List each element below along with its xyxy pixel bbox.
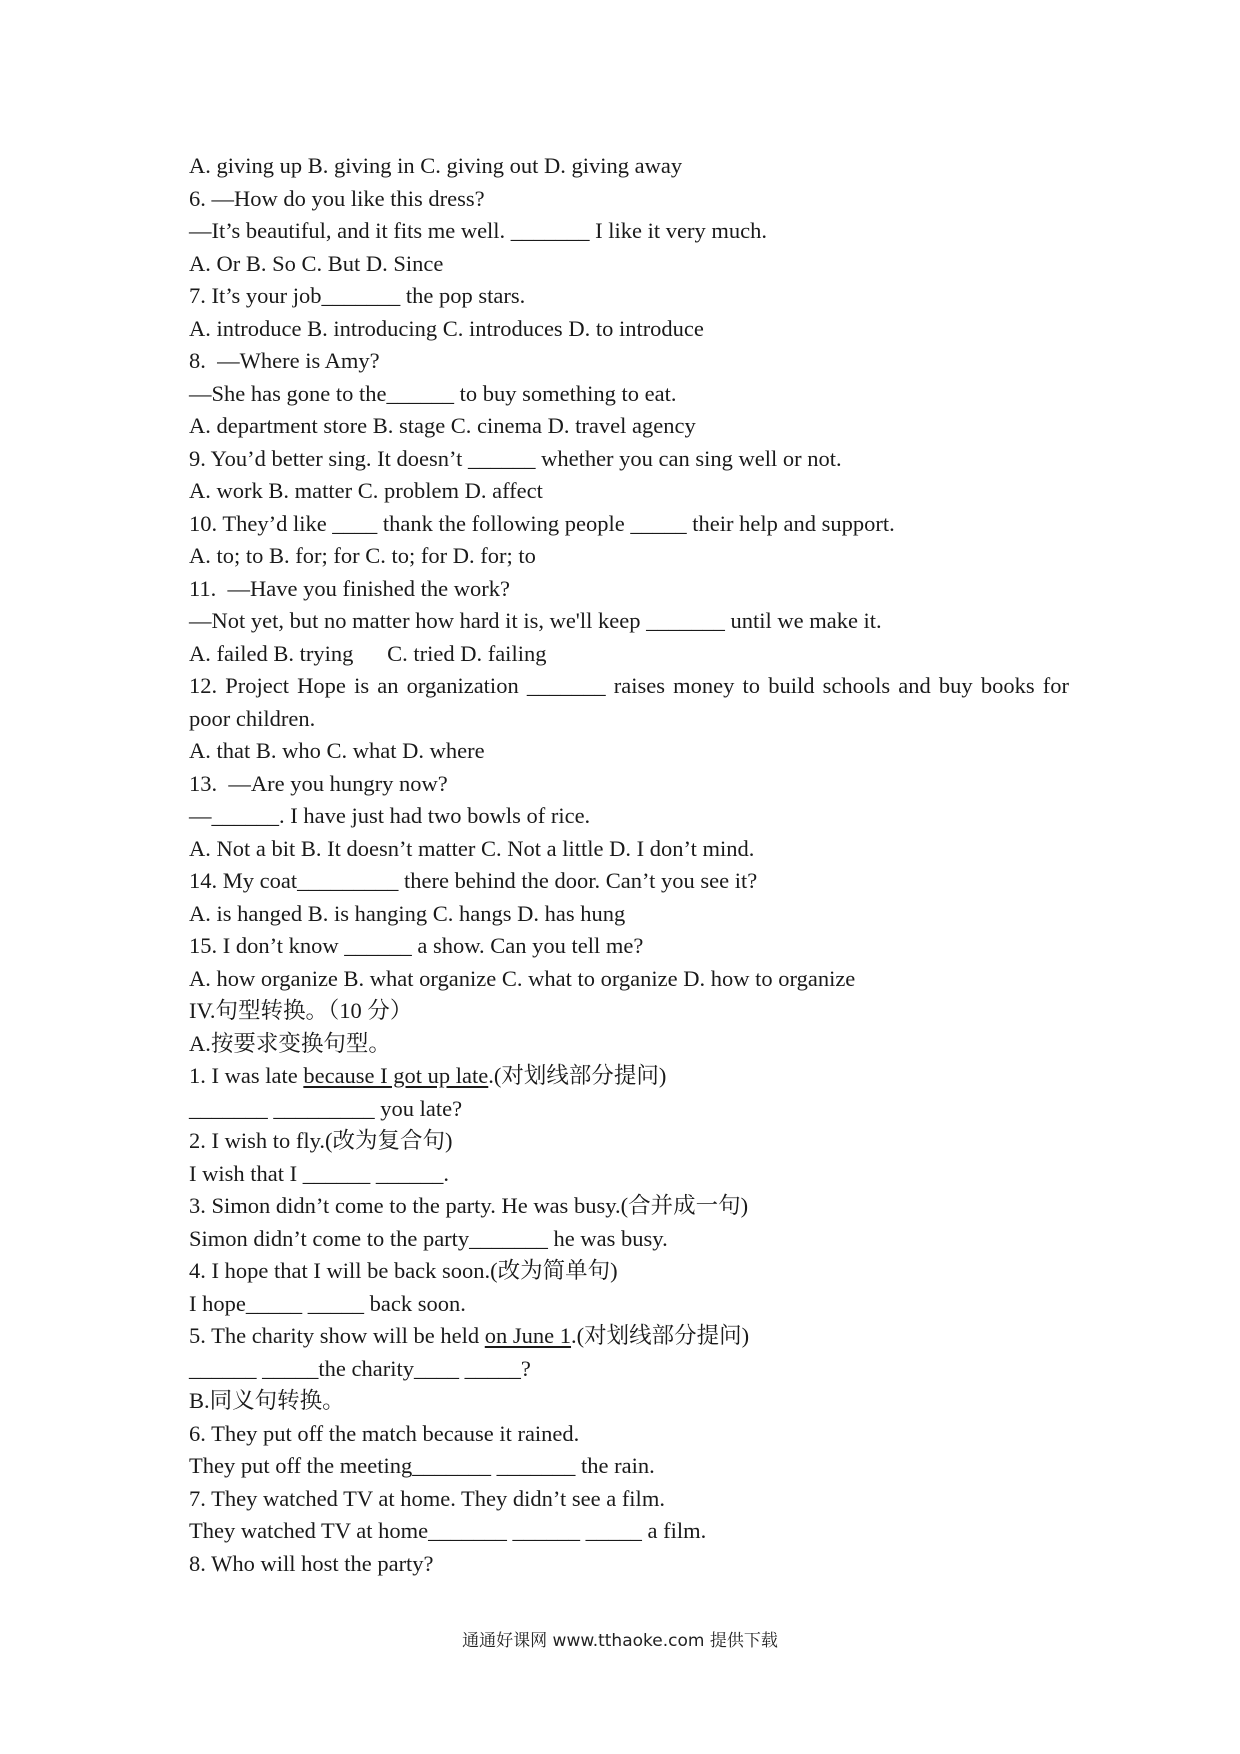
question-1 <box>189 1060 1069 1093</box>
text-line-wrapped: 12. Project Hope is an organization _______ raises money to build schools and buy books for poor children. <box>189 673 1069 731</box>
question-8: 8. Who will host the party? <box>189 1550 434 1576</box>
text-line: A. that B. who C. what D. where <box>189 738 485 763</box>
text-line: —It’s beautiful, and it fits me well. _______ I like it very much. <box>189 218 768 243</box>
text-line: A. Not a bit B. It doesn’t matter C. Not a little D. I don’t mind. <box>189 835 755 861</box>
text-line: 11. —Have you finished the work? <box>189 575 510 601</box>
text-line: 13. —Are you hungry now? <box>189 770 448 796</box>
answer-line: I wish that I ______ ______. <box>189 1160 449 1186</box>
text-line: 7. It’s your job_______ the pop stars. <box>189 283 526 308</box>
text-line: A. giving up B. giving in C. giving out D. giving away <box>189 153 683 178</box>
text-line: A. how organize B. what organize C. what to organize D. how to organize <box>189 965 856 991</box>
underlined-phrase: because I got up late <box>303 1063 489 1088</box>
text-line: A. department store B. stage C. cinema D. travel agency <box>189 413 696 438</box>
text-line: A. introduce B. introducing C. introduces D. to introduce <box>189 315 704 341</box>
answer-line: Simon didn’t come to the party_______ he was busy. <box>189 1225 668 1251</box>
document-body <box>189 150 1069 1580</box>
answer-line: They watched TV at home_______ ______ _____ a film. <box>189 1518 707 1543</box>
answer-line: _______ _________ you late? <box>189 1095 463 1121</box>
text-line: —Not yet, but no matter how hard it is, we'll keep _______ until we make it. <box>189 608 882 633</box>
question-text: 1. I was late <box>189 1063 304 1088</box>
underlined-phrase: on June 1 <box>484 1323 572 1348</box>
page-footer: 通通好课网 www.tthaoke.com 提供下载 <box>462 1631 778 1651</box>
text-line: A. Or B. So C. But D. Since <box>189 250 444 276</box>
text-line: 9. You’d better sing. It doesn’t ______ whether you can sing well or not. <box>189 445 842 471</box>
question-7: 7. They watched TV at home. They didn’t see a film. <box>189 1485 665 1511</box>
text-line: A. failed B. trying C. tried D. failing <box>189 640 547 666</box>
question-instruction: .(对划线部分提问) <box>571 1323 750 1348</box>
question-6: 6. They put off the match because it rained. <box>189 1420 580 1446</box>
subsection-heading: A.按要求变换句型。 <box>189 1030 391 1056</box>
text-line: A. work B. matter C. problem D. affect <box>189 478 543 503</box>
subsection-heading: B.同义句转换。 <box>189 1388 345 1413</box>
text-line: 15. I don’t know ______ a show. Can you tell me? <box>189 933 644 958</box>
section-heading: IV.句型转换。（10 分） <box>189 998 413 1023</box>
text-line: —______. I have just had two bowls of rice. <box>189 803 591 828</box>
text-line: 8. —Where is Amy? <box>189 348 380 373</box>
question-3: 3. Simon didn’t come to the party. He was busy.(合并成一句) <box>189 1193 749 1218</box>
question-2: 2. I wish to fly.(改为复合句) <box>189 1128 453 1153</box>
question-4: 4. I hope that I will be back soon.(改为简单句) <box>189 1258 618 1283</box>
text-line: A. is hanged B. is hanging C. hangs D. has hung <box>189 900 626 926</box>
text-line: A. to; to B. for; for C. to; for D. for; to <box>189 543 536 568</box>
text-line: 10. They’d like ____ thank the following people _____ their help and support. <box>189 510 895 536</box>
question-5 <box>189 1320 1069 1353</box>
answer-line: They put off the meeting_______ _______ the rain. <box>189 1453 655 1478</box>
text-line: 6. —How do you like this dress? <box>189 185 485 211</box>
question-text: 5. The charity show will be held <box>189 1323 485 1348</box>
text-line: —She has gone to the______ to buy something to eat. <box>189 380 677 406</box>
answer-line: ______ _____the charity____ _____? <box>189 1355 531 1381</box>
question-instruction: .(对划线部分提问) <box>488 1063 667 1088</box>
text-line: 14. My coat_________ there behind the door. Can’t you see it? <box>189 868 758 893</box>
answer-line: I hope_____ _____ back soon. <box>189 1290 466 1316</box>
